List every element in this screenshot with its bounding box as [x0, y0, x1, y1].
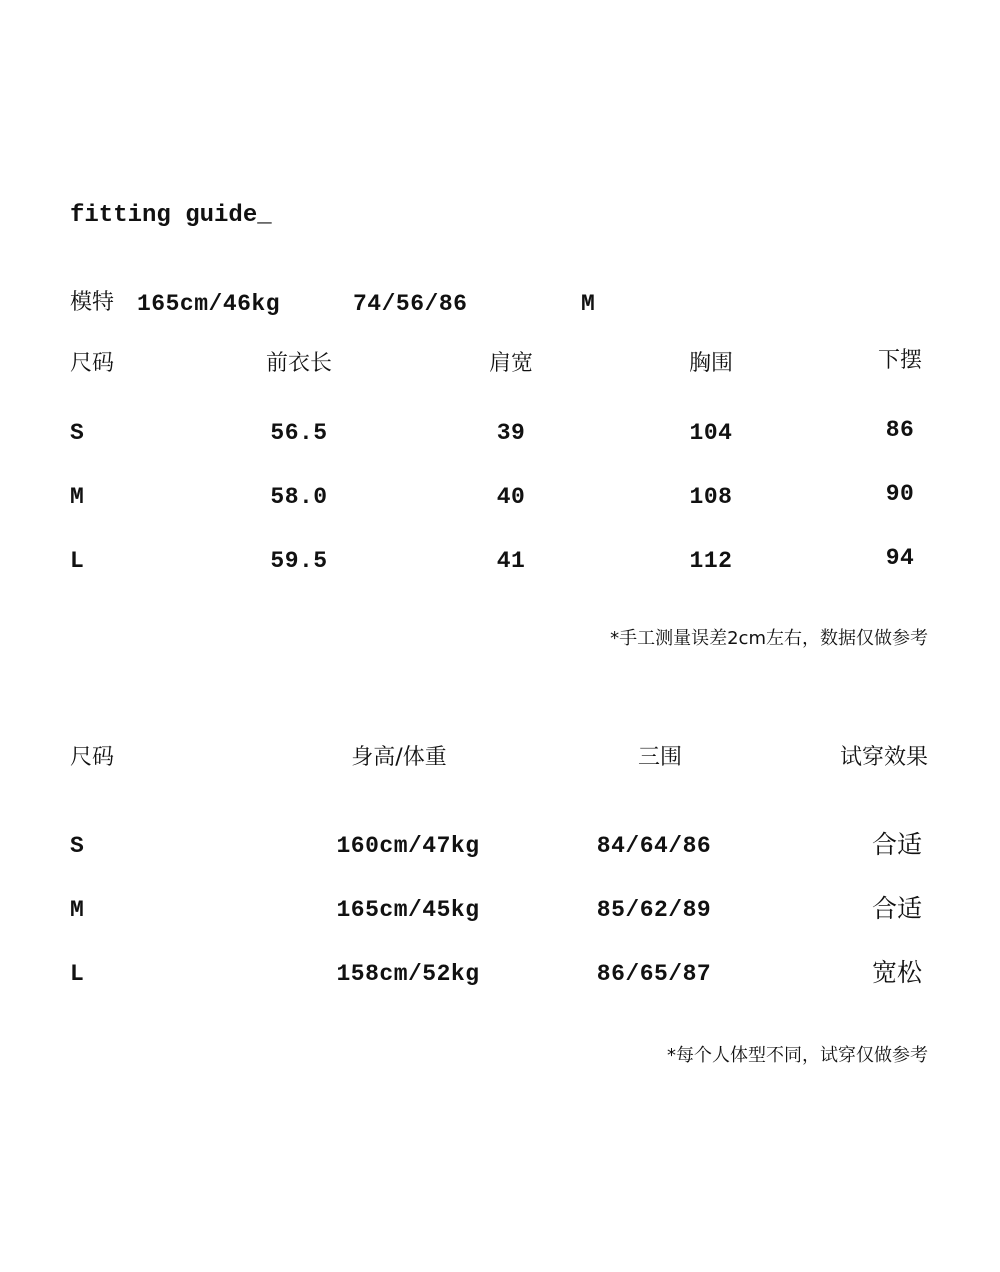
- fit-row-s-measurements: 84/64/86: [596, 833, 712, 859]
- fit-row-s-size: S: [70, 833, 85, 859]
- size-row-l-size: L: [70, 548, 85, 574]
- size-row-s-chest: 104: [689, 420, 733, 446]
- size-row-m-size: M: [70, 484, 85, 510]
- fit-row-l-result: 宽松: [871, 958, 922, 987]
- size-row-s-hem: 86: [885, 417, 915, 443]
- size-header-length: 前衣长: [265, 351, 333, 376]
- fit-row-s-height-weight: 160cm/47kg: [336, 833, 480, 859]
- model-height-weight: 165cm/46kg: [137, 291, 281, 317]
- model-label: 模特: [70, 290, 115, 315]
- fit-row-m-result: 合适: [871, 894, 922, 923]
- fit-header-size: 尺码: [70, 745, 115, 770]
- model-size: M: [581, 291, 596, 317]
- page-title: fitting guide_: [70, 202, 272, 229]
- fit-row-l-size: L: [70, 961, 85, 987]
- fit-header-result: 试穿效果: [839, 745, 928, 770]
- size-row-l-hem: 94: [885, 545, 915, 571]
- fit-table-note: *每个人体型不同，试穿仅做参考: [667, 1045, 928, 1066]
- fit-row-m-size: M: [70, 897, 85, 923]
- size-row-l-chest: 112: [689, 548, 733, 574]
- size-row-m-chest: 108: [689, 484, 733, 510]
- fit-row-m-measurements: 85/62/89: [596, 897, 712, 923]
- size-row-m-length: 58.0: [270, 484, 328, 510]
- size-header-shoulder: 肩宽: [488, 351, 534, 376]
- size-header-chest: 胸围: [688, 351, 734, 376]
- fit-header-measurements: 三围: [637, 745, 683, 770]
- size-header-size: 尺码: [70, 351, 115, 376]
- size-row-l-length: 59.5: [270, 548, 328, 574]
- model-measurements: 74/56/86: [353, 291, 468, 317]
- fit-row-l-measurements: 86/65/87: [596, 961, 712, 987]
- size-row-s-length: 56.5: [270, 420, 328, 446]
- fit-row-l-height-weight: 158cm/52kg: [336, 961, 480, 987]
- size-table-note: *手工测量误差2cm左右，数据仅做参考: [610, 628, 928, 649]
- size-row-l-shoulder: 41: [496, 548, 526, 574]
- fit-row-m-height-weight: 165cm/45kg: [336, 897, 480, 923]
- size-row-s-size: S: [70, 420, 85, 446]
- size-row-m-hem: 90: [885, 481, 915, 507]
- fit-row-s-result: 合适: [871, 830, 922, 859]
- size-row-s-shoulder: 39: [496, 420, 526, 446]
- size-row-m-shoulder: 40: [496, 484, 526, 510]
- size-header-hem: 下摆: [877, 348, 923, 373]
- fit-header-height-weight: 身高/体重: [351, 745, 447, 770]
